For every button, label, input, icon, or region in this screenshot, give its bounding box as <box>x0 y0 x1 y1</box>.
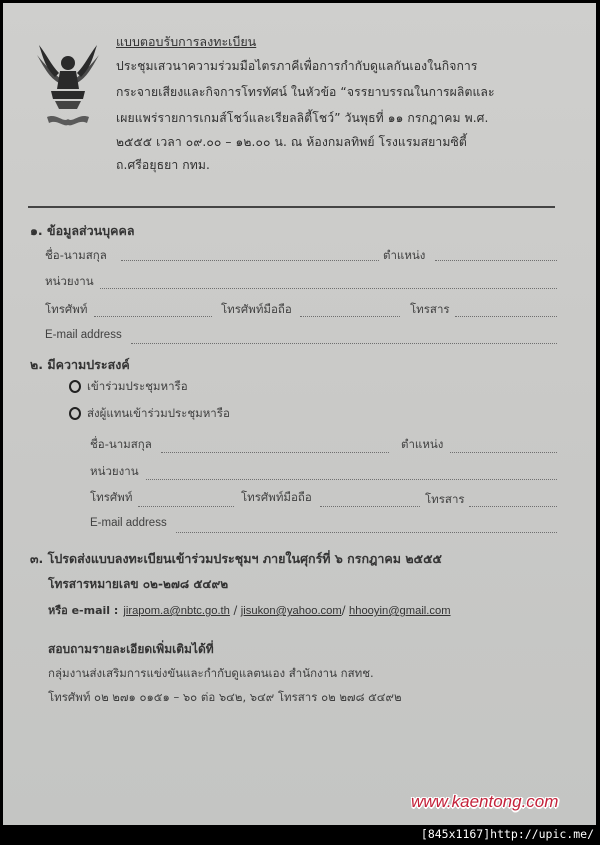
email-link-2[interactable]: jisukon@yahoo.com <box>240 605 342 617</box>
s1-phone-label: โทรศัพท์ <box>45 302 88 316</box>
s1-name-field[interactable] <box>121 260 379 261</box>
s2-name-field[interactable] <box>161 452 389 453</box>
section-1-heading: ๑. ข้อมูลส่วนบุคคล <box>30 223 135 238</box>
radio-attend[interactable] <box>69 380 81 393</box>
s2-position-field[interactable] <box>450 452 557 453</box>
s1-mobile-field[interactable] <box>300 316 400 317</box>
s1-fax-field[interactable] <box>455 316 557 317</box>
s2-phone-field[interactable] <box>138 506 234 507</box>
s1-mobile-label: โทรศัพท์มือถือ <box>221 302 292 316</box>
s2-fax-label: โทรสาร <box>425 492 465 506</box>
fax-number: โทรสารหมายเลข ๐๒-๒๗๘ ๕๔๙๒ <box>48 577 229 591</box>
contact-heading: สอบถามรายละเอียดเพิ่มเติมได้ที่ <box>48 642 214 656</box>
email-link-3[interactable]: hhooyin@gmail.com <box>349 605 451 617</box>
s2-email-field[interactable] <box>176 532 557 533</box>
s1-email-field[interactable] <box>131 343 557 344</box>
intro-line-2: กระจายเสียงและกิจการโทรทัศน์ ในหัวข้อ “จรรยาบรรณในการผลิตและ <box>116 85 495 99</box>
s1-phone-field[interactable] <box>94 316 212 317</box>
intro-line-3: เผยแพร่รายการเกมส์โชว์และเรียลลิตี้โชว์” วันพุธที่ ๑๑ กรกฎาคม พ.ศ. <box>116 111 489 125</box>
s2-name-label: ชื่อ-นามสกุล <box>90 437 152 451</box>
intro-line-1: ประชุมเสวนาความร่วมมือไตรภาคีเพื่อการกำกับดูแลกันเองในกิจการ <box>116 59 478 73</box>
s2-agency-label: หน่วยงาน <box>90 464 139 478</box>
email-link-1[interactable]: jirapom.a@nbtc.go.th <box>123 605 230 617</box>
s1-position-label: ตำแหน่ง <box>383 248 426 262</box>
s2-email-label: E-mail address <box>90 517 167 529</box>
document-page <box>3 3 596 825</box>
email-separator-1: / <box>229 604 241 617</box>
s1-fax-label: โทรสาร <box>410 302 450 316</box>
radio-send-representative-label: ส่งผู้แทนเข้าร่วมประชุมหารือ <box>87 406 230 420</box>
email-prefix: หรือ e-mail : <box>48 604 119 617</box>
s1-name-label: ชื่อ-นามสกุล <box>45 248 107 262</box>
intro-line-4: ๒๕๕๕ เวลา ๐๙.๐๐ – ๑๒.๐๐ น. ณ ห้องกมลทิพย์ โรงแรมสยามซิตี้ <box>116 135 467 149</box>
radio-attend-label: เข้าร่วมประชุมหารือ <box>87 379 188 393</box>
s1-email-label: E-mail address <box>45 329 122 341</box>
email-line <box>48 599 451 619</box>
contact-organization: กลุ่มงานส่งเสริมการแข่งขันและกำกับดูแลตนเอง สำนักงาน กสทช. <box>48 666 374 680</box>
intro-line-5: ถ.ศรีอยุธยา กทม. <box>116 158 211 172</box>
s2-position-label: ตำแหน่ง <box>401 437 444 451</box>
s2-fax-field[interactable] <box>469 506 557 507</box>
form-title: แบบตอบรับการลงทะเบียน <box>116 34 257 49</box>
s2-phone-label: โทรศัพท์ <box>90 490 133 504</box>
s2-agency-field[interactable] <box>146 479 557 480</box>
radio-send-representative[interactable] <box>69 407 81 420</box>
header-divider <box>28 206 555 208</box>
s1-position-field[interactable] <box>435 260 557 261</box>
s1-agency-field[interactable] <box>100 288 557 289</box>
contact-phone: โทรศัพท์ ๐๒ ๒๗๑ ๐๑๕๑ – ๖๐ ต่อ ๖๔๒, ๖๔๙ โทรสาร ๐๒ ๒๗๘ ๕๔๙๒ <box>48 690 402 704</box>
s1-agency-label: หน่วยงาน <box>45 274 94 288</box>
watermark: www.kaentong.com <box>411 792 559 811</box>
s2-mobile-field[interactable] <box>320 506 420 507</box>
email-separator-2: / <box>341 604 350 617</box>
s2-mobile-label: โทรศัพท์มือถือ <box>241 490 312 504</box>
section-2-heading: ๒. มีความประสงค์ <box>30 357 130 372</box>
image-source-footer: [845x1167]http://upic.me/ <box>420 827 594 841</box>
garuda-emblem-icon <box>33 33 103 133</box>
section-3-heading: ๓. โปรดส่งแบบลงทะเบียนเข้าร่วมประชุมฯ ภายในศุกร์ที่ ๖ กรกฎาคม ๒๕๕๕ <box>30 551 443 566</box>
